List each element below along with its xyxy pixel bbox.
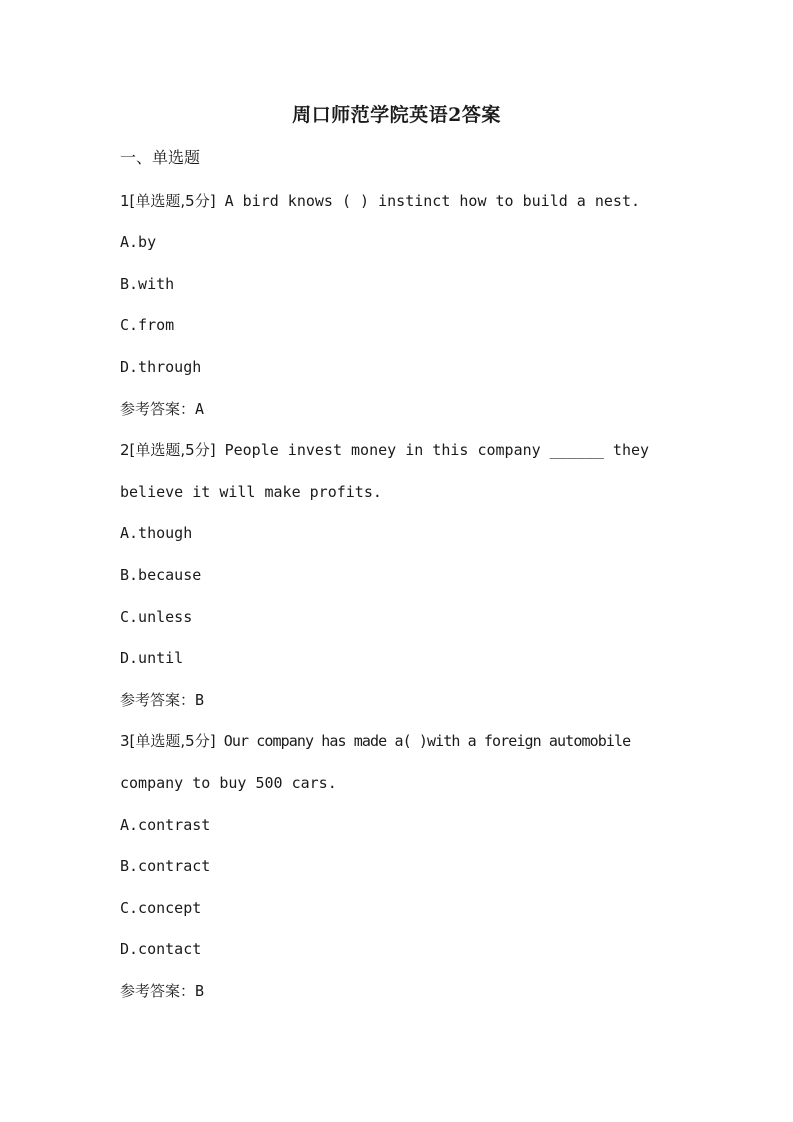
question-1-stem — [120, 190, 640, 212]
question-1-option-a: A.by — [120, 233, 157, 251]
document-title: 周口师范学院英语2答案 — [292, 104, 501, 126]
question-2-option-a: A.though — [120, 524, 193, 542]
question-3-answer — [120, 980, 204, 1002]
question-2-stem — [120, 439, 649, 461]
answer-label: 参考答案： — [120, 982, 196, 1000]
question-3-option-a: A.contrast — [120, 816, 211, 834]
question-3-option-d: D.contact — [120, 940, 202, 958]
question-2-option-b: B.because — [120, 566, 202, 584]
question-2-answer — [120, 689, 204, 711]
question-3-option-b: B.contract — [120, 857, 211, 875]
question-1-option-c: C.from — [120, 316, 175, 334]
answer-value: B — [195, 691, 205, 709]
question-1-option-d: D.through — [120, 358, 202, 376]
answer-value: A — [195, 400, 205, 418]
answer-label: 参考答案： — [120, 691, 196, 709]
question-1-option-b: B.with — [120, 275, 175, 293]
answer-label: 参考答案： — [120, 400, 196, 418]
question-2-option-d: D.until — [120, 649, 184, 667]
question-2-text: People invest money in this company ______ they — [215, 441, 650, 459]
answer-value: B — [195, 982, 205, 1000]
question-3-text: Our company has made a( )with a foreign automobile — [215, 732, 631, 750]
question-3-prefix: 3[单选题,5分] — [120, 732, 216, 750]
question-2-option-c: C.unless — [120, 608, 193, 626]
question-1-answer — [120, 398, 204, 420]
question-3-option-c: C.concept — [120, 899, 202, 917]
section-heading: 一、单选题 — [120, 148, 201, 167]
question-1-text: A bird knows ( ) instinct how to build a nest. — [215, 192, 641, 210]
question-3-stem-continued: company to buy 500 cars. — [120, 774, 337, 792]
question-3-stem — [120, 730, 630, 752]
question-2-prefix: 2[单选题,5分] — [120, 441, 216, 459]
question-2-stem-continued: believe it will make profits. — [120, 483, 382, 501]
question-1-prefix: 1[单选题,5分] — [120, 192, 216, 210]
